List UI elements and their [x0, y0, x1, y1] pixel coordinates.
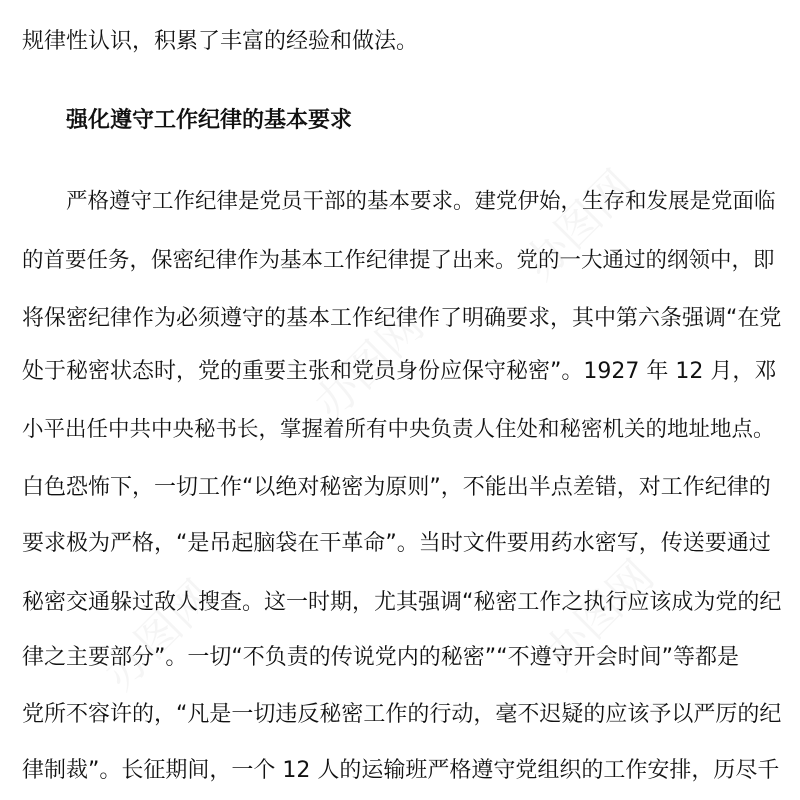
watermark: 办图网	[94, 570, 224, 700]
paragraph-line: 处于秘密状态时，党的重要主张和党员身份应保守秘密”。1927 年 12 月，邓	[22, 359, 777, 384]
paragraph-line: 党所不容许的，“凡是一切违反秘密工作的行动，毫不迟疑的应该予以严厉的纪	[22, 702, 782, 727]
paragraph-line: 严格遵守工作纪律是党员干部的基本要求。建党伊始，生存和发展是党面临	[66, 189, 776, 214]
paragraph-line: 秘密交通躲过敌人搜查。这一时期，尤其强调“秘密工作之执行应该成为党的纪	[22, 590, 782, 615]
paragraph-line: 要求极为严格，“是吊起脑袋在干革命”。当时文件要用药水密写，传送要通过	[22, 531, 771, 556]
watermark: 办图网	[534, 550, 664, 680]
watermark: 办图网	[304, 300, 434, 430]
watermark: 办图网	[514, 160, 644, 290]
intro-tail-line: 规律性认识，积累了丰富的经验和做法。	[22, 29, 419, 54]
paragraph-line: 将保密纪律作为必须遵守的基本工作纪律作了明确要求，其中第六条强调“在党	[22, 306, 782, 331]
paragraph-line: 小平出任中共中央秘书长，掌握着所有中央负责人住处和秘密机关的地址地点。	[22, 417, 775, 442]
paragraph-line: 律之主要部分”。一切“不负责的传说党内的秘密”“不遵守开会时间”等都是	[22, 645, 739, 670]
paragraph-line: 的首要任务，保密纪律作为基本工作纪律提了出来。党的一大通过的纲领中，即	[22, 248, 775, 273]
section-heading: 强化遵守工作纪律的基本要求	[66, 108, 353, 133]
paragraph-line: 律制裁”。长征期间，一个 12 人的运输班严格遵守党组织的工作安排，历尽千	[22, 758, 780, 783]
paragraph-line: 白色恐怖下，一切工作“以绝对秘密为原则”，不能出半点差错，对工作纪律的	[22, 475, 771, 500]
